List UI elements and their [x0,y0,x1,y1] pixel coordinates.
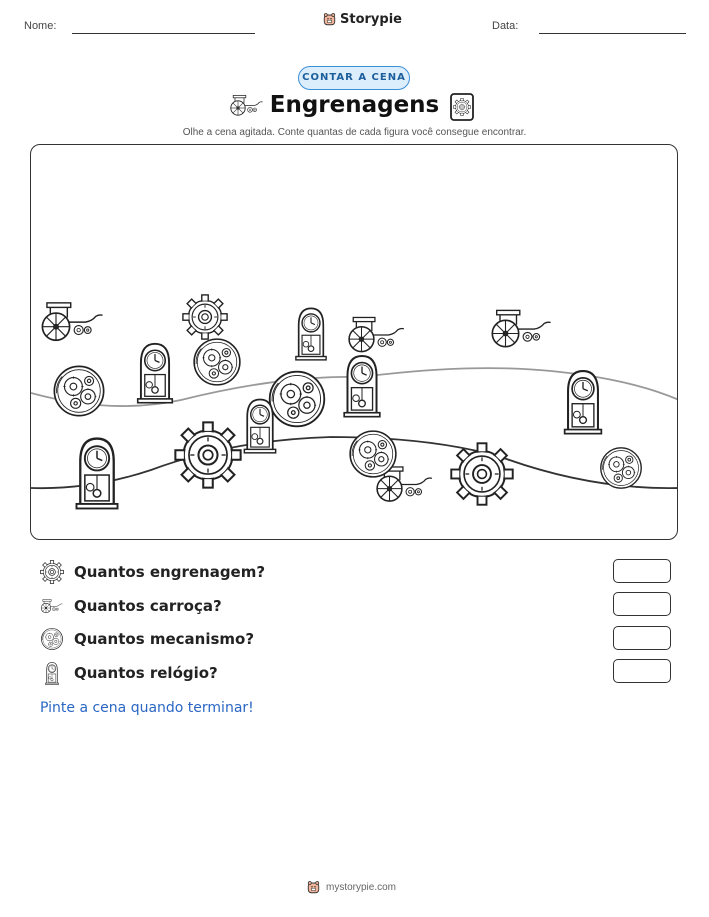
activity-badge: CONTAR A CENA [298,66,410,90]
mechanism-icon [54,366,103,415]
scene-illustration [31,145,678,540]
brand-name: Storypie [340,12,402,27]
question-text: Quantos engrenagem? [74,563,266,581]
mechanism-icon [601,448,641,488]
answer-box-clock[interactable] [613,659,671,683]
name-input-line[interactable] [72,33,255,34]
question-clock [40,659,218,687]
clock-icon [76,439,117,509]
clock-icon [565,371,602,434]
storypie-mascot-icon [306,880,321,895]
mechanism-icon [270,372,325,427]
page-title: Engrenagens [269,92,440,118]
cart-icon [349,317,404,351]
clock-icon [296,308,326,360]
answer-box-cart[interactable] [613,592,671,616]
cart-icon [40,594,64,618]
clock-icon [40,661,64,685]
cart-icon [42,303,102,340]
footer-brand [306,880,396,895]
gear-icon [451,443,512,504]
gear-icon [40,560,64,584]
question-text: Quantos relógio? [74,664,218,682]
question-gear [40,558,265,586]
clock-icon [244,399,275,452]
name-label: Nome: [24,20,57,32]
question-text: Quantos carroça? [74,597,222,615]
counting-scene [30,144,678,540]
storypie-logo [322,12,402,27]
date-label: Data: [492,20,519,32]
mechanism-icon [40,627,64,651]
gear-box-icon [449,92,475,122]
mechanism-icon [350,431,396,477]
question-text: Quantos mecanismo? [74,630,255,648]
clock-icon [138,344,173,403]
storypie-mascot-icon [322,12,337,27]
question-cart [40,592,222,620]
answer-box-mechanism[interactable] [613,626,671,650]
gear-icon [175,422,240,487]
footer-instruction: Pinte a cena quando terminar! [40,700,254,716]
cart-icon [492,310,550,346]
gear-icon [183,295,227,339]
instructions: Olhe a cena agitada. Conte quantas de cada figura você consegue encontrar. [182,127,527,138]
date-input-line[interactable] [539,33,686,34]
footer-url[interactable]: mystorypie.com [326,882,397,893]
mechanism-icon [194,339,240,385]
answer-box-gear[interactable] [613,559,671,583]
question-mechanism [40,625,254,653]
clock-icon [344,356,380,417]
